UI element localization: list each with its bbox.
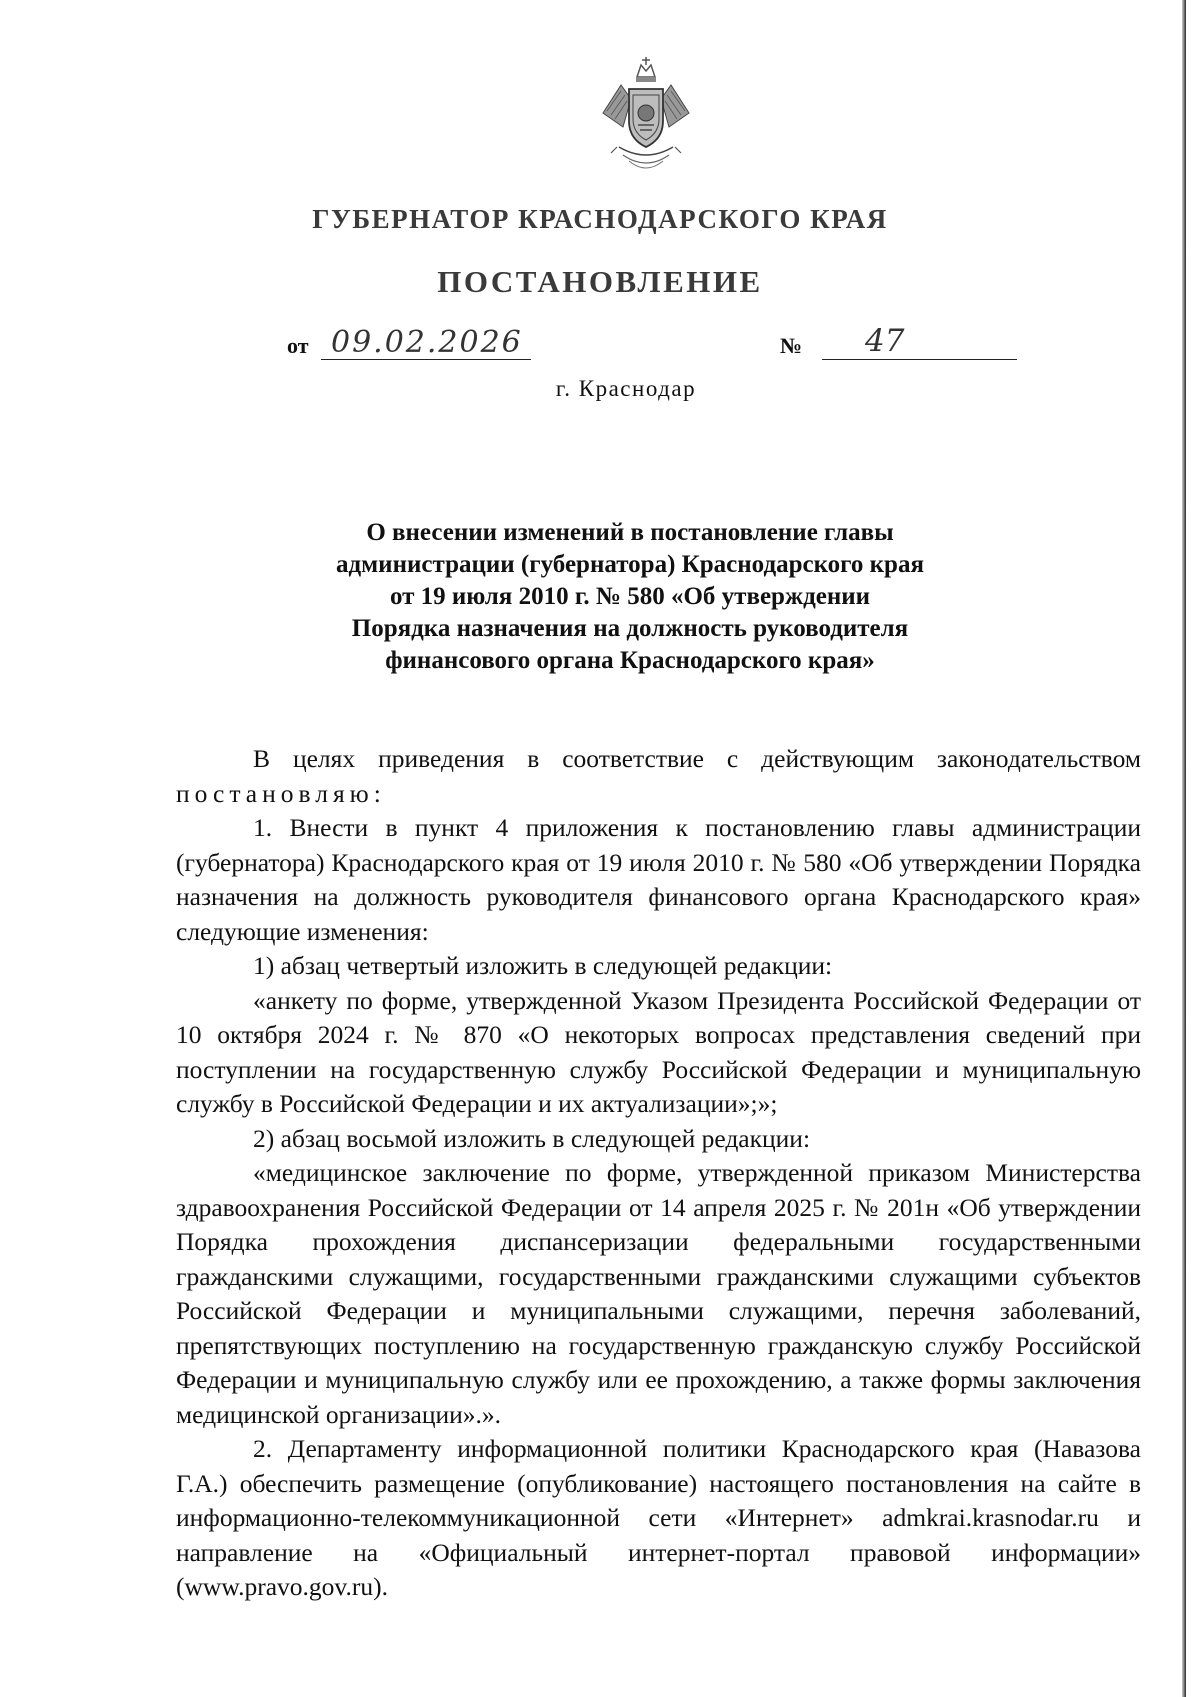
paragraph-item-2: 2. Департаменту информационной политики Краснодарского края (Навазова Г.А.) обеспечить размещение (опубликование) настоящего постановления на сайте в информационно-телекоммуникационной сети «Интернет» admkrai.krasnodar.ru и направление на «Официальный интернет-портал правовой информации» (www.pravo.gov.ru). xyxy=(176,1434,1141,1601)
number-underline xyxy=(822,359,1017,360)
subject-line: О внесении изменений в постановление главы xyxy=(366,519,894,546)
date-number-row xyxy=(287,325,1017,365)
intro-paragraph: В целях приведения в соответствие с действующим законодательством xyxy=(253,744,1141,773)
subject-line: администрации (губернатора) Краснодарского края xyxy=(336,551,924,578)
resolve-word: постановляю: xyxy=(176,778,386,808)
number-label: № xyxy=(780,333,803,358)
scan-edge xyxy=(1182,0,1186,1697)
document-type: ПОСТАНОВЛЕНИЕ xyxy=(437,264,763,299)
subject-line: финансового органа Краснодарского края» xyxy=(385,647,875,674)
paragraph-item-1: 1. Внести в пункт 4 приложения к постановлению главы администрации (губернатора) Краснодарского края от 19 июля 2010 г. № 580 «Об утверждении Порядка назначения на должность руководителя финансового органа Краснодарского края» следующие изменения: xyxy=(176,813,1141,946)
issuing-authority: ГУБЕРНАТОР КРАСНОДАРСКОГО КРАЯ xyxy=(312,204,888,234)
paragraph-item-1-2: 2) абзац восьмой изложить в следующей редакции: xyxy=(253,1123,811,1153)
paragraph-item-1-2-text: «медицинское заключение по форме, утвержденной приказом Министерства здравоохранения Российской Федерации от 14 апреля 2025 г. № 201н «Об утверждении Порядка прохождения диспансеризации федеральными государственными гражданскими служащими, государственными гражданскими служащими субъектов Российской Федерации и муниципальными служащими, перечня заболеваний, препятствующих поступлению на государственную гражданскую службу Российской Федерации и муниципальную службу или ее прохождению, а также формы заключения медицинской организации».». xyxy=(176,1158,1141,1429)
city: г. Краснодар xyxy=(555,376,697,401)
subject-line: от 19 июля 2010 г. № 580 «Об утверждении xyxy=(389,583,871,610)
document-body xyxy=(176,742,1141,1605)
document-date: 09.02.2026 xyxy=(331,325,523,360)
subject-line: Порядка назначения на должность руководителя xyxy=(351,615,909,642)
date-label: от xyxy=(287,333,309,358)
document-subject xyxy=(290,517,970,677)
coat-of-arms-icon xyxy=(599,55,693,177)
document-number: 47 xyxy=(865,323,905,359)
paragraph-item-1-1: 1) абзац четвертый изложить в следующей редакции: xyxy=(253,951,833,980)
paragraph-item-1-1-text: «анкету по форме, утвержденной Указом Президента Российской Федерации от 10 октября 2024 г. № 870 «О некоторых вопросах представления сведений при поступлении на государственную службу Российской Федерации и муниципальную службу в Российской Федерации и их актуализации»;»; xyxy=(176,985,1141,1118)
